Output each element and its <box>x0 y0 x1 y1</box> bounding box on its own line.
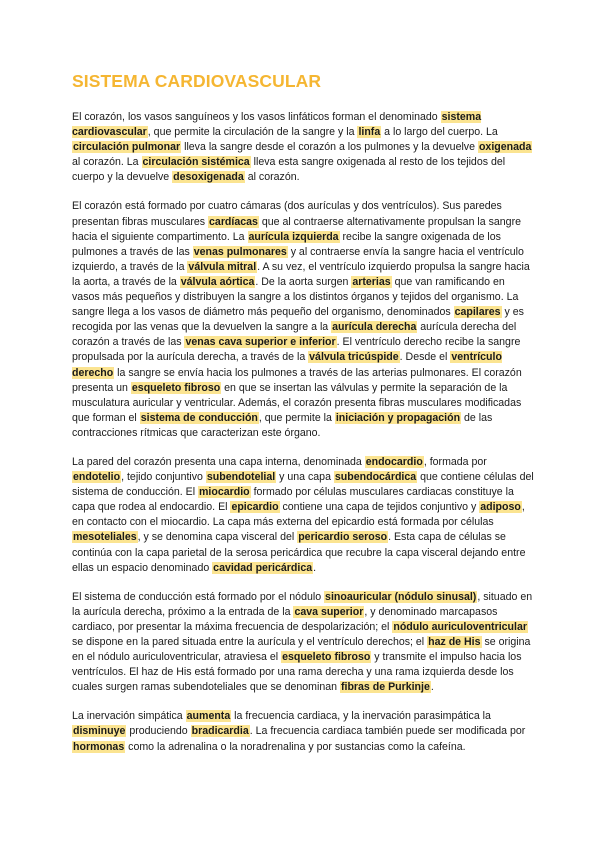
text-segment: . De la aorta surgen <box>255 275 352 288</box>
text-segment: lleva la sangre desde el corazón a los pulmones y la devuelve <box>181 141 478 154</box>
text-segment: de las contracciones rítmicas que caracterizan este órgano. <box>72 411 493 439</box>
text-segment: la frecuencia cardiaca, y la inervación parasimpática la <box>231 710 491 723</box>
text-segment: , y denominado marcapasos cardiaco, por presentar la máxima frecuencia de despolarización; el <box>72 605 498 633</box>
text-segment: . <box>430 681 434 694</box>
text-segment: El corazón está formado por cuatro cámaras (dos aurículas y dos ventrículos). Sus paredes presentan fibras musculares <box>72 200 502 228</box>
text-segment: al corazón. <box>244 171 300 184</box>
highlighted-term: desoxigenada <box>173 171 244 184</box>
text-segment: , en contacto con el miocardio. La capa más externa del epicardio está formada por células <box>72 501 525 529</box>
highlighted-term: arterias <box>352 275 391 288</box>
highlighted-term: oxigenada <box>478 141 532 154</box>
highlighted-term: linfa <box>358 126 381 139</box>
paragraph-1 <box>72 110 534 185</box>
highlighted-term: aurícula derecha <box>332 321 417 334</box>
text-segment: formado por células musculares cardiacas constituye la capa que rodea al endocardio. El <box>72 486 514 514</box>
text-segment: , formada por <box>423 455 487 468</box>
text-segment: , y se denomina capa visceral del <box>137 531 298 544</box>
highlighted-term: válvula aórtica <box>180 275 255 288</box>
text-segment: . Esta capa de células se continúa con la capa parietal de la serosa pericárdica que recubre la capa visceral dejando entre ellas un espacio denominado <box>72 531 526 574</box>
highlighted-term: subendocárdica <box>334 471 417 484</box>
paragraph-2 <box>72 199 534 441</box>
highlighted-term: sistema cardiovascular <box>72 111 482 139</box>
text-segment: aurícula derecha del corazón a través de las <box>72 321 517 349</box>
text-segment: , que permite la <box>258 411 335 424</box>
text-segment: La inervación simpática <box>72 710 186 723</box>
highlighted-term: endocardio <box>365 455 423 468</box>
text-segment: lleva esta sangre oxigenada al resto de los tejidos del cuerpo y la devuelve <box>72 156 506 184</box>
highlighted-term: disminuye <box>73 725 126 738</box>
highlighted-term: pericardio seroso <box>298 531 388 544</box>
text-segment: al corazón. La <box>72 156 142 169</box>
highlighted-term: mesoteliales <box>73 531 137 544</box>
highlighted-term: endotelio <box>73 471 121 484</box>
text-segment: , tejido conjuntivo <box>121 471 206 484</box>
text-segment: se origina en el nódulo auriculoventricular, atraviesa el <box>72 636 531 664</box>
paragraph-3 <box>72 455 534 576</box>
highlighted-term: nódulo auriculoventricular <box>393 620 527 633</box>
highlighted-term: epicardio <box>231 501 279 514</box>
text-segment: , situado en la aurícula derecha, próximo a la entrada de la <box>72 590 533 618</box>
highlighted-term: fibras de Purkinje <box>340 681 430 694</box>
highlighted-term: cavidad pericárdica <box>213 561 313 574</box>
text-segment: . <box>313 561 317 574</box>
highlighted-term: cardíacas <box>209 215 258 228</box>
highlighted-term: iniciación y propagación <box>335 411 461 424</box>
text-segment: como la adrenalina o la noradrenalina y por sustancias como la cafeína. <box>125 740 466 753</box>
text-segment: recibe la sangre oxigenada de los pulmones a través de las <box>72 230 501 258</box>
highlighted-term: bradicardia <box>191 725 249 738</box>
text-segment: . A su vez, el ventrículo izquierdo propulsa la sangre hacia la aorta, a través de la <box>72 260 530 288</box>
text-segment: produciendo <box>126 725 191 738</box>
text-segment: La pared del corazón presenta una capa interna, denominada <box>72 455 365 468</box>
text-segment: y es recogida por las venas que la devuelven la sangre a la <box>72 306 524 334</box>
text-segment: El corazón, los vasos sanguíneos y los vasos linfáticos forman el denominado <box>72 111 441 123</box>
highlighted-term: haz de His <box>428 636 481 648</box>
highlighted-term: válvula tricúspide <box>309 351 399 364</box>
highlighted-term: adiposo <box>480 501 521 514</box>
text-segment: El sistema de conducción está formado por el nódulo <box>72 590 325 603</box>
highlighted-term: venas cava superior e inferior <box>185 336 336 349</box>
highlighted-term: aurícula izquierda <box>248 230 339 243</box>
text-segment: que al contraerse alternativamente propulsan la sangre hacia el siguiente compartimento. La <box>72 215 521 243</box>
highlighted-term: miocardio <box>199 486 250 499</box>
page-title: SISTEMA CARDIOVASCULAR <box>72 71 322 91</box>
highlighted-term: esqueleto fibroso <box>282 651 371 664</box>
text-segment: que van ramificando en vasos más pequeños y distribuyen la sangre a los distintos órganos y tejidos del organismo. La sangre llega a los vasos de diámetro más pequeño del organismo, denominados <box>72 275 519 319</box>
text-segment: a lo largo del cuerpo. La <box>381 126 498 139</box>
text-segment: y transmite el impulso hacia los ventrículos. El haz de His está formado por una rama derecha y una rama izquierda desde los cuales surgen ramas subendoteliales que se denominan <box>72 651 522 694</box>
document-body <box>72 110 534 755</box>
text-segment: . La frecuencia cardiaca también puede ser modificada por <box>249 725 526 738</box>
text-segment: y una capa <box>276 471 334 484</box>
text-segment: que contiene células del sistema de conducción. El <box>72 471 534 499</box>
highlighted-term: subendotelial <box>206 471 276 484</box>
highlighted-term: circulación pulmonar <box>73 141 181 154</box>
paragraph-5 <box>72 709 534 754</box>
text-segment: . El ventrículo derecho recibe la sangre propulsada por la aurícula derecha, a través de la <box>72 336 521 364</box>
text-segment: contiene una capa de tejidos conjuntivo y <box>279 501 480 514</box>
highlighted-term: circulación sistémica <box>142 156 250 169</box>
highlighted-term: hormonas <box>73 740 125 753</box>
highlighted-term: capilares <box>454 306 501 319</box>
highlighted-term: sistema de conducción <box>140 411 258 424</box>
text-segment: en que se insertan las válvulas y permite la separación de la musculatura auricular y ventricular. Además, el corazón presenta fibras musculares modificadas que forman el <box>72 381 522 424</box>
highlighted-term: sinoauricular (nódulo sinusal) <box>325 590 477 603</box>
text-segment: la sangre se envía hacia los pulmones a través de las arterias pulmonares. El corazón presenta un <box>72 366 522 394</box>
highlighted-term: venas pulmonares <box>193 245 287 258</box>
highlighted-term: válvula mitral <box>188 260 257 273</box>
highlighted-term: ventrículo derecho <box>72 351 502 379</box>
highlighted-term: aumenta <box>186 710 231 723</box>
paragraph-4 <box>72 590 534 696</box>
text-segment: y al contraerse envía la sangre hacia el ventrículo izquierdo, a través de la <box>72 245 524 273</box>
text-segment: , que permite la circulación de la sangre y la <box>147 126 358 139</box>
highlighted-term: esqueleto fibroso <box>131 381 221 394</box>
text-segment: . Desde el <box>399 351 451 364</box>
text-segment: se dispone en la pared situada entre la aurícula y el ventrículo derechos; el <box>72 636 428 648</box>
highlighted-term: cava superior <box>294 605 364 618</box>
